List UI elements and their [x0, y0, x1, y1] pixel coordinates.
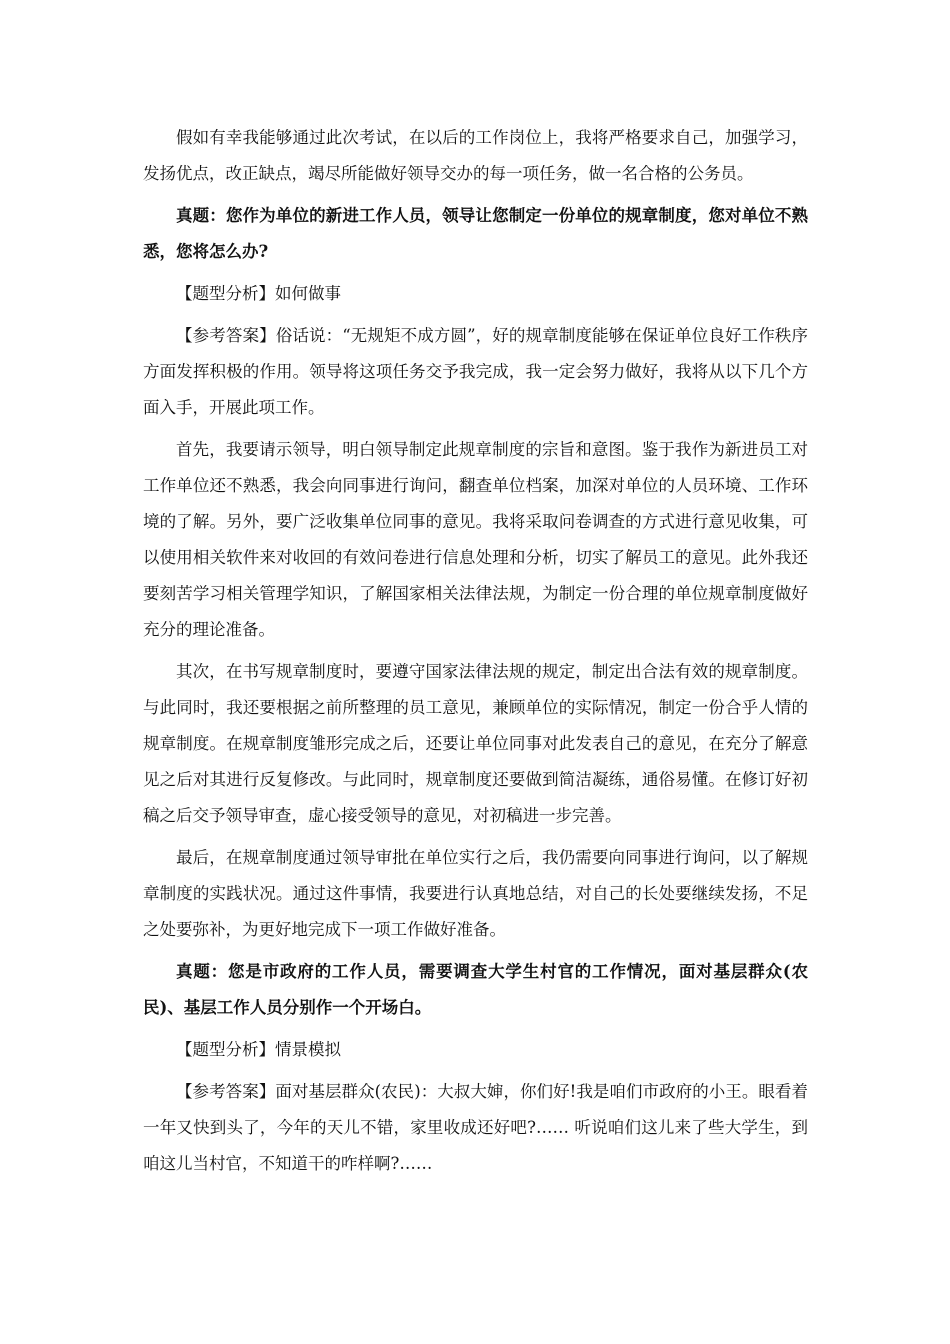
- question-heading-2: 真题：您是市政府的工作人员，需要调查大学生村官的工作情况，面对基层群众(农民)、基层工作人员分别作一个开场白。: [143, 962, 808, 1017]
- reference-answer-2: [143, 1074, 808, 1182]
- question-type-analysis-1: [143, 276, 808, 312]
- analysis-label: 【题型分析】: [176, 1040, 275, 1059]
- answer-label: 【参考答案】: [176, 326, 276, 345]
- question-type-analysis-2: [143, 1032, 808, 1068]
- paragraph-closing-statement: 假如有幸我能够通过此次考试，在以后的工作岗位上，我将严格要求自己，加强学习，发扬优点，改正缺点，竭尽所能做好领导交办的每一项任务，做一名合格的公务员。: [143, 128, 808, 183]
- reference-answer-1: [143, 318, 808, 426]
- paragraph-first-step: 首先，我要请示领导，明白领导制定此规章制度的宗旨和意图。鉴于我作为新进员工对工作单位还不熟悉，我会向同事进行询问，翻查单位档案，加深对单位的人员环境、工作环境的了解。另外，要广泛收集单位同事的意见。我将采取问卷调查的方式进行意见收集，可以使用相关软件来对收回的有效问卷进行信息处理和分析，切实了解员工的意见。此外我还要刻苦学习相关管理学知识，了解国家相关法律法规，为制定一份合理的单位规章制度做好充分的理论准备。: [143, 440, 808, 639]
- analysis-label: 【题型分析】: [176, 284, 275, 303]
- analysis-text: 如何做事: [275, 284, 341, 303]
- question-heading-1: 真题：您作为单位的新进工作人员，领导让您制定一份单位的规章制度，您对单位不熟悉，您将怎么办?: [143, 206, 808, 261]
- answer-label: 【参考答案】: [176, 1082, 276, 1101]
- analysis-text: 情景模拟: [275, 1040, 341, 1059]
- document-body: [143, 120, 808, 1188]
- answer-text: 面对基层群众(农民)：大叔大婶，你们好!我是咱们市政府的小王。眼看着一年又快到头了，今年的天儿不错，家里收成还好吧?…… 听说咱们这儿来了些大学生，到咱这儿当村官，不知道干的咋样啊?……: [143, 1082, 808, 1173]
- paragraph-final-step: 最后，在规章制度通过领导审批在单位实行之后，我仍需要向同事进行询问，以了解规章制度的实践状况。通过这件事情，我要进行认真地总结，对自己的长处要继续发扬，不足之处要弥补，为更好地完成下一项工作做好准备。: [143, 848, 808, 939]
- paragraph-second-step: 其次，在书写规章制度时，要遵守国家法律法规的规定，制定出合法有效的规章制度。与此同时，我还要根据之前所整理的员工意见，兼顾单位的实际情况，制定一份合乎人情的规章制度。在规章制度雏形完成之后，还要让单位同事对此发表自己的意见，在充分了解意见之后对其进行反复修改。与此同时，规章制度还要做到简洁凝练，通俗易懂。在修订好初稿之后交予领导审查，虚心接受领导的意见，对初稿进一步完善。: [143, 662, 808, 825]
- answer-text: 俗话说：“无规矩不成方圆”，好的规章制度能够在保证单位良好工作秩序方面发挥积极的作用。领导将这项任务交予我完成，我一定会努力做好，我将从以下几个方面入手，开展此项工作。: [143, 326, 808, 417]
